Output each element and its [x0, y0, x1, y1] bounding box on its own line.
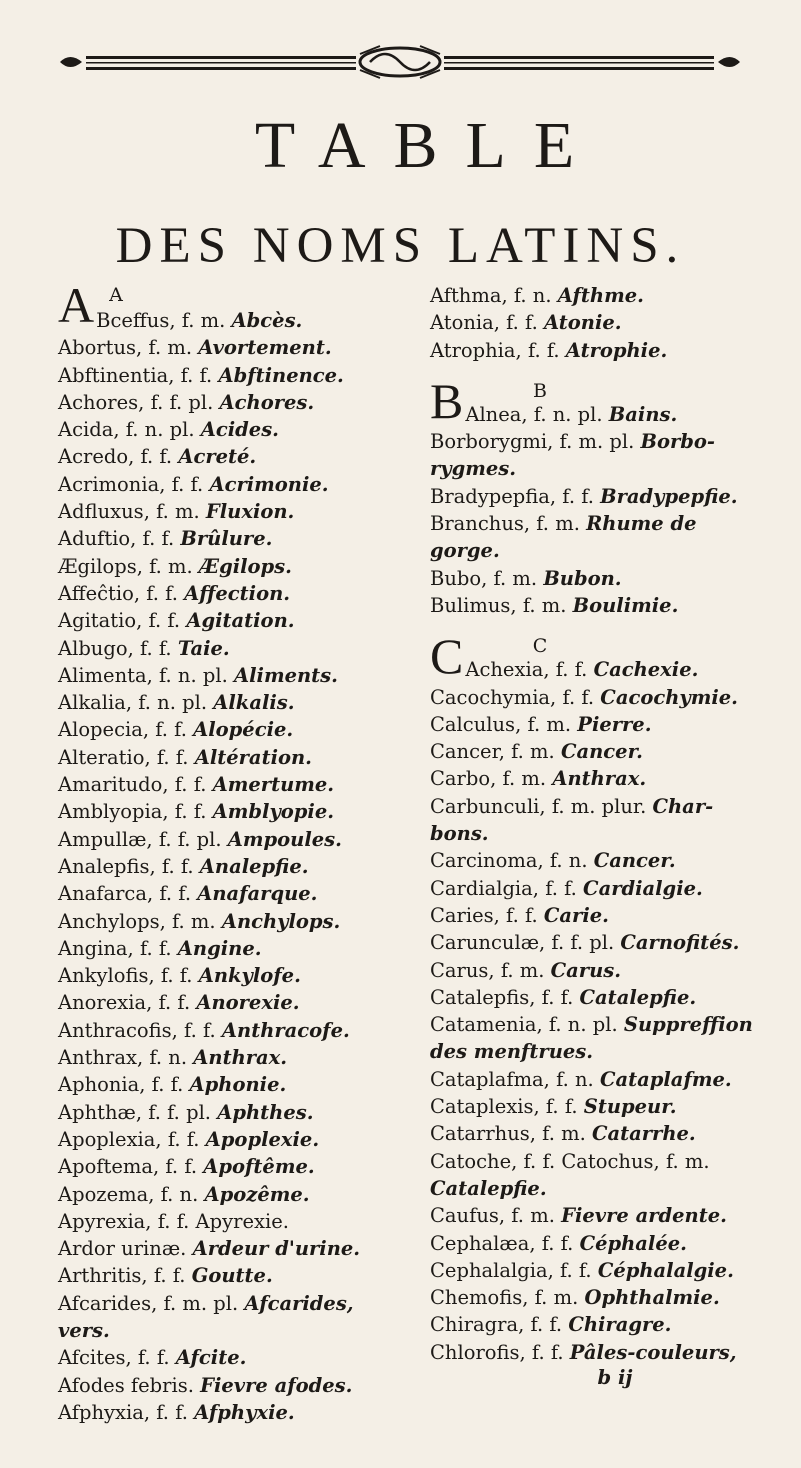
list-item	[430, 510, 770, 537]
entry-french: Borbo-	[640, 430, 715, 454]
left-column	[58, 277, 418, 1426]
entry-latin: Alkalia, f. n. pl.	[58, 691, 208, 715]
entry-french: Bradypepfie.	[600, 484, 738, 508]
list-item	[58, 416, 418, 443]
list-item	[58, 1099, 418, 1126]
list-item	[58, 1344, 418, 1371]
entry-latin: Cephalæa, f. f.	[430, 1231, 574, 1255]
entry-french: Afphyxie.	[194, 1400, 295, 1424]
list-item	[430, 765, 770, 792]
entry-latin: Amaritudo, f. f.	[58, 773, 207, 797]
entry-french: Catalepfie.	[430, 1176, 547, 1200]
entry-french: Carie.	[543, 903, 609, 927]
list-item	[430, 592, 770, 619]
entry-latin: Ampullæ, f. f. pl.	[58, 827, 222, 851]
page-title: TABLE	[254, 109, 603, 182]
entry-french: Cacochymie.	[600, 685, 738, 709]
entry-latin: Cephalalgia, f. f.	[430, 1258, 592, 1282]
entry-french: Goutte.	[191, 1264, 273, 1288]
entry-latin: Carbo, f. m.	[430, 767, 547, 791]
entry-latin: Aphthæ, f. f. pl.	[58, 1100, 212, 1124]
list-item	[58, 334, 418, 361]
entry-latin: Afcites, f. f.	[58, 1346, 170, 1370]
list-item	[58, 1153, 418, 1180]
entry-french: Stupeur.	[583, 1095, 677, 1119]
list-item	[58, 362, 418, 389]
section-b	[430, 372, 770, 619]
entry-french: Afcarides,	[244, 1291, 354, 1315]
entry-latin: Arthritis, f. f.	[58, 1264, 186, 1288]
entry-latin: Ankylofis, f. f.	[58, 964, 193, 988]
entry-latin: Atonia, f. f.	[430, 311, 538, 335]
list-item	[58, 1262, 418, 1289]
entry-french: Acrimonie.	[209, 472, 329, 496]
entry-french: Acides.	[200, 418, 279, 442]
right-column	[430, 282, 770, 1389]
list-item	[430, 565, 770, 592]
entry-french: Abftinence.	[218, 363, 344, 387]
list-item	[430, 628, 770, 685]
list-item	[430, 1339, 770, 1366]
entry-latin: Anorexia, f. f.	[58, 991, 191, 1015]
entry-french: Acreté.	[178, 445, 257, 469]
entry-latin: Apoplexia, f. f.	[58, 1127, 200, 1151]
list-item	[58, 908, 418, 935]
dropcap-a: A	[58, 277, 95, 333]
entry-french: Céphalalgie.	[597, 1258, 734, 1282]
entry-latin: Amblyopia, f. f.	[58, 800, 207, 824]
section-a	[58, 277, 418, 1426]
entry-french: Fievre ardente.	[561, 1204, 727, 1228]
list-item	[58, 1071, 418, 1098]
page-subtitle: DES NOMS LATINS.	[115, 218, 686, 274]
entry-french: Cancer.	[560, 740, 643, 764]
list-item	[430, 455, 770, 482]
entry-french: Amertume.	[212, 773, 335, 797]
entry-latin: Apyrexia, f. f.	[58, 1209, 190, 1233]
entry-french: Céphalée.	[579, 1231, 687, 1255]
entry-french: Achores.	[219, 390, 315, 414]
entry-latin: Acrimonia, f. f.	[58, 472, 204, 496]
entry-latin: Cardialgia, f. f.	[430, 876, 577, 900]
list-item	[58, 1017, 418, 1044]
list-item	[58, 1126, 418, 1153]
entry-latin: Achores, f. f. pl.	[58, 390, 214, 414]
section-letter-c: C	[532, 635, 548, 658]
list-item	[58, 853, 418, 880]
section-letter-b: B	[533, 379, 547, 402]
list-item	[58, 989, 418, 1016]
entry-french: des menftrues.	[430, 1040, 594, 1064]
entry-french: Pierre.	[577, 712, 652, 736]
list-item	[430, 738, 770, 765]
entry-french: Angine.	[177, 936, 262, 960]
list-item	[58, 744, 418, 771]
entry-latin: Carbunculi, f. m. plur.	[430, 794, 647, 818]
entry-latin: Acida, f. n. pl.	[58, 418, 195, 442]
list-item	[58, 580, 418, 607]
entry-latin: Anchylops, f. m.	[58, 909, 216, 933]
entry-latin: Borborygmi, f. m. pl.	[430, 430, 635, 454]
list-item	[58, 935, 418, 962]
entry-french: Apoplexie.	[205, 1127, 320, 1151]
entry-french: Anafarque.	[197, 882, 318, 906]
entry-french: gorge.	[430, 539, 500, 563]
entry-french: Ankylofe.	[198, 964, 301, 988]
entry-latin: Catarrhus, f. m.	[430, 1122, 586, 1146]
list-item	[430, 1311, 770, 1338]
entry-french: Rhume de	[586, 512, 697, 536]
entry-latin: Caries, f. f.	[430, 903, 538, 927]
entry-french: Agitation.	[186, 609, 295, 633]
list-item	[430, 875, 770, 902]
entry-latin: Apoftema, f. f.	[58, 1155, 198, 1179]
list-item	[430, 957, 770, 984]
entry-latin: Afodes febris.	[58, 1373, 194, 1397]
entry-french: Carus.	[550, 958, 622, 982]
entry-latin: Cataplexis, f. f.	[430, 1095, 578, 1119]
entry-french: Boulimie.	[572, 593, 679, 617]
list-item	[58, 277, 418, 334]
list-item	[58, 1399, 418, 1426]
entry-french: Amblyopie.	[212, 800, 335, 824]
entry-french: Bains.	[608, 402, 678, 426]
list-item	[58, 553, 418, 580]
entry-latin: Bulimus, f. m.	[430, 593, 567, 617]
list-item	[430, 1093, 770, 1120]
list-item	[430, 1066, 770, 1093]
list-item	[58, 1235, 418, 1262]
list-item	[58, 962, 418, 989]
entry-french: Atrophie.	[565, 338, 668, 362]
entry-latin: Aduftio, f. f.	[58, 527, 175, 551]
entry-french: Ophthalmie.	[584, 1286, 720, 1310]
entry-french: Aphonie.	[189, 1073, 287, 1097]
entry-latin: Calculus, f. m.	[430, 712, 572, 736]
entry-french: Altération.	[194, 745, 312, 769]
page-signature: b ij	[597, 1365, 633, 1389]
list-item	[430, 428, 770, 455]
list-item	[430, 1202, 770, 1229]
list-item	[58, 1044, 418, 1071]
list-item	[58, 1317, 418, 1344]
entry-latin: Chlorofis, f. f.	[430, 1340, 564, 1364]
entry-latin: Chiragra, f. f.	[430, 1313, 563, 1337]
entry-list-a	[58, 334, 418, 1426]
entry-french: Aliments.	[234, 663, 338, 687]
entry-french: Char-	[652, 794, 714, 818]
entry-latin: Afthma, f. n.	[430, 284, 552, 307]
entry-latin: Cancer, f. m.	[430, 740, 555, 764]
entry-french: Ardeur d'urine.	[192, 1237, 361, 1261]
list-item	[58, 443, 418, 470]
list-item	[430, 984, 770, 1011]
section-letter-a: A	[109, 284, 123, 306]
entry-latin: Chemofis, f. m.	[430, 1286, 579, 1310]
entry-french: Cataplafme.	[599, 1067, 732, 1091]
entry-latin: Branchus, f. m.	[430, 512, 580, 536]
entry-latin: Analepfis, f. f.	[58, 854, 194, 878]
entry-latin: Atrophia, f. f.	[430, 338, 560, 362]
entry-latin: Afphyxia, f. f.	[58, 1400, 188, 1424]
entry-latin: Cacochymia, f. f.	[430, 685, 595, 709]
entry-french: rygmes.	[430, 457, 517, 481]
entry-latin: Angina, f. f.	[58, 936, 172, 960]
list-item	[58, 798, 418, 825]
entry-french: Catalepfie.	[579, 985, 697, 1009]
entry-latin: Abftinentia, f. f.	[58, 363, 213, 387]
entry-latin: Ardor urinæ.	[58, 1237, 187, 1261]
entry-french: Alkalis.	[213, 691, 295, 715]
entry-french: Affection.	[184, 581, 291, 605]
list-item	[430, 1175, 770, 1202]
entry-latin: Catamenia, f. n. pl.	[430, 1013, 618, 1037]
list-item	[430, 902, 770, 929]
list-item	[430, 793, 770, 820]
entry-latin: Carcinoma, f. n.	[430, 849, 588, 873]
list-item	[58, 607, 418, 634]
entry-latin: Adfluxus, f. m.	[58, 500, 200, 524]
list-item	[430, 1257, 770, 1284]
list-item	[430, 1120, 770, 1147]
list-item	[58, 689, 418, 716]
entry-french: Anthrax.	[193, 1046, 288, 1070]
list-item	[430, 820, 770, 847]
entry-latin: Bradypepfia, f. f.	[430, 484, 594, 508]
entry-french: Taie.	[177, 636, 230, 660]
entry-latin: Alnea, f. n. pl.	[465, 402, 603, 426]
list-item	[58, 1372, 418, 1399]
entry-french: Catarrhe.	[591, 1122, 696, 1146]
entry-latin: Afcarides, f. m. pl.	[58, 1291, 239, 1315]
entry-french: Ægilops.	[198, 554, 292, 578]
entry-latin: Achexia, f. f.	[465, 658, 588, 682]
list-item	[58, 389, 418, 416]
entry-french: Cardialgie.	[583, 876, 703, 900]
list-item	[430, 1038, 770, 1065]
list-item	[430, 372, 770, 429]
list-item	[430, 1230, 770, 1257]
entry-latin: Alteratio, f. f.	[58, 745, 189, 769]
header-ornament	[60, 40, 740, 84]
entry-latin: Apozema, f. n.	[58, 1182, 199, 1206]
list-item	[430, 1284, 770, 1311]
entry-french: Abcès.	[231, 309, 303, 332]
list-item	[430, 282, 770, 309]
entry-latin: Alimenta, f. n. pl.	[58, 663, 228, 687]
entry-french: Cancer.	[593, 849, 676, 873]
entry-french: Analepfie.	[199, 854, 309, 878]
list-item	[430, 537, 770, 564]
entry-latin: Abortus, f. m.	[58, 336, 193, 360]
entry-french: Ampoules.	[227, 827, 342, 851]
dropcap-c: C	[430, 628, 464, 685]
entry-french: Anthracofe.	[221, 1018, 350, 1042]
list-item	[58, 771, 418, 798]
list-item	[430, 684, 770, 711]
entry-latin: Affeĉtio, f. f.	[58, 581, 178, 605]
entry-french: Fievre afodes.	[200, 1373, 353, 1397]
list-item	[58, 525, 418, 552]
entry-french: Fluxion.	[205, 500, 295, 524]
entry-latin: Caufus, f. m.	[430, 1204, 555, 1228]
entry-latin: Alopecia, f. f.	[58, 718, 187, 742]
section-c	[430, 628, 770, 1366]
entry-latin: Ægilops, f. m.	[58, 554, 193, 578]
entry-latin: Agitatio, f. f.	[58, 609, 181, 633]
entry-latin: Bubo, f. m.	[430, 566, 538, 590]
list-item	[430, 847, 770, 874]
list-item	[58, 826, 418, 853]
list-item	[430, 711, 770, 738]
entry-french: Apoftême.	[203, 1155, 315, 1179]
list-item	[58, 635, 418, 662]
list-item	[430, 1011, 770, 1038]
list-item	[430, 929, 770, 956]
entry-french: Anchylops.	[221, 909, 341, 933]
entry-latin: Carunculæ, f. f. pl.	[430, 931, 615, 955]
entry-latin: Anthrax, f. n.	[58, 1046, 188, 1070]
entry-latin: Cataplafma, f. n.	[430, 1067, 594, 1091]
list-item	[430, 337, 770, 364]
entry-list-b	[430, 428, 770, 619]
list-item	[430, 309, 770, 336]
entry-french: Apyrexie.	[195, 1209, 289, 1233]
entry-latin: Acredo, f. f.	[58, 445, 173, 469]
list-item	[58, 662, 418, 689]
entry-latin: Albugo, f. f.	[58, 636, 172, 660]
entry-french: Brûlure.	[180, 527, 273, 551]
entry-french: Anorexie.	[196, 991, 300, 1015]
list-item	[430, 483, 770, 510]
entry-french: Afcite.	[175, 1346, 247, 1370]
entry-french: Suppreffion	[623, 1013, 753, 1037]
entry-latin: Anthracofis, f. f.	[58, 1018, 216, 1042]
entry-french: Carnofités.	[620, 931, 740, 955]
entry-latin: Aphonia, f. f.	[58, 1073, 184, 1097]
entry-french: Aphthes.	[217, 1100, 314, 1124]
entry-french: Anthrax.	[552, 767, 647, 791]
entry-french: vers.	[58, 1318, 110, 1342]
list-item	[58, 1290, 418, 1317]
entry-latin: Catalepfis, f. f.	[430, 985, 574, 1009]
list-item	[58, 1181, 418, 1208]
entry-french: Apozême.	[204, 1182, 310, 1206]
list-item	[430, 1148, 770, 1175]
list-item	[58, 471, 418, 498]
dropcap-b: B	[430, 372, 464, 429]
entry-french: Cachexie.	[593, 658, 699, 682]
entry-latin: Catoche, f. f. Catochus, f. m.	[430, 1149, 710, 1173]
entry-french: Avortement.	[198, 336, 332, 360]
entry-french: Atonie.	[543, 311, 622, 335]
entry-latin: Carus, f. m.	[430, 958, 545, 982]
entry-list-c	[430, 684, 770, 1366]
list-item	[58, 880, 418, 907]
entry-list-a-cont	[430, 282, 770, 364]
entry-french: Bubon.	[543, 566, 622, 590]
entry-french: bons.	[430, 822, 489, 846]
list-item	[58, 498, 418, 525]
list-item	[58, 1208, 418, 1235]
list-item	[58, 716, 418, 743]
entry-latin: Anafarca, f. f.	[58, 882, 192, 906]
entry-french: Chiragre.	[568, 1313, 672, 1337]
entry-french: Pâles-couleurs,	[569, 1340, 737, 1364]
entry-french: Alopécie.	[193, 718, 294, 742]
entry-french: Afthme.	[557, 284, 644, 307]
entry-latin: Bceffus, f. m.	[96, 309, 226, 332]
